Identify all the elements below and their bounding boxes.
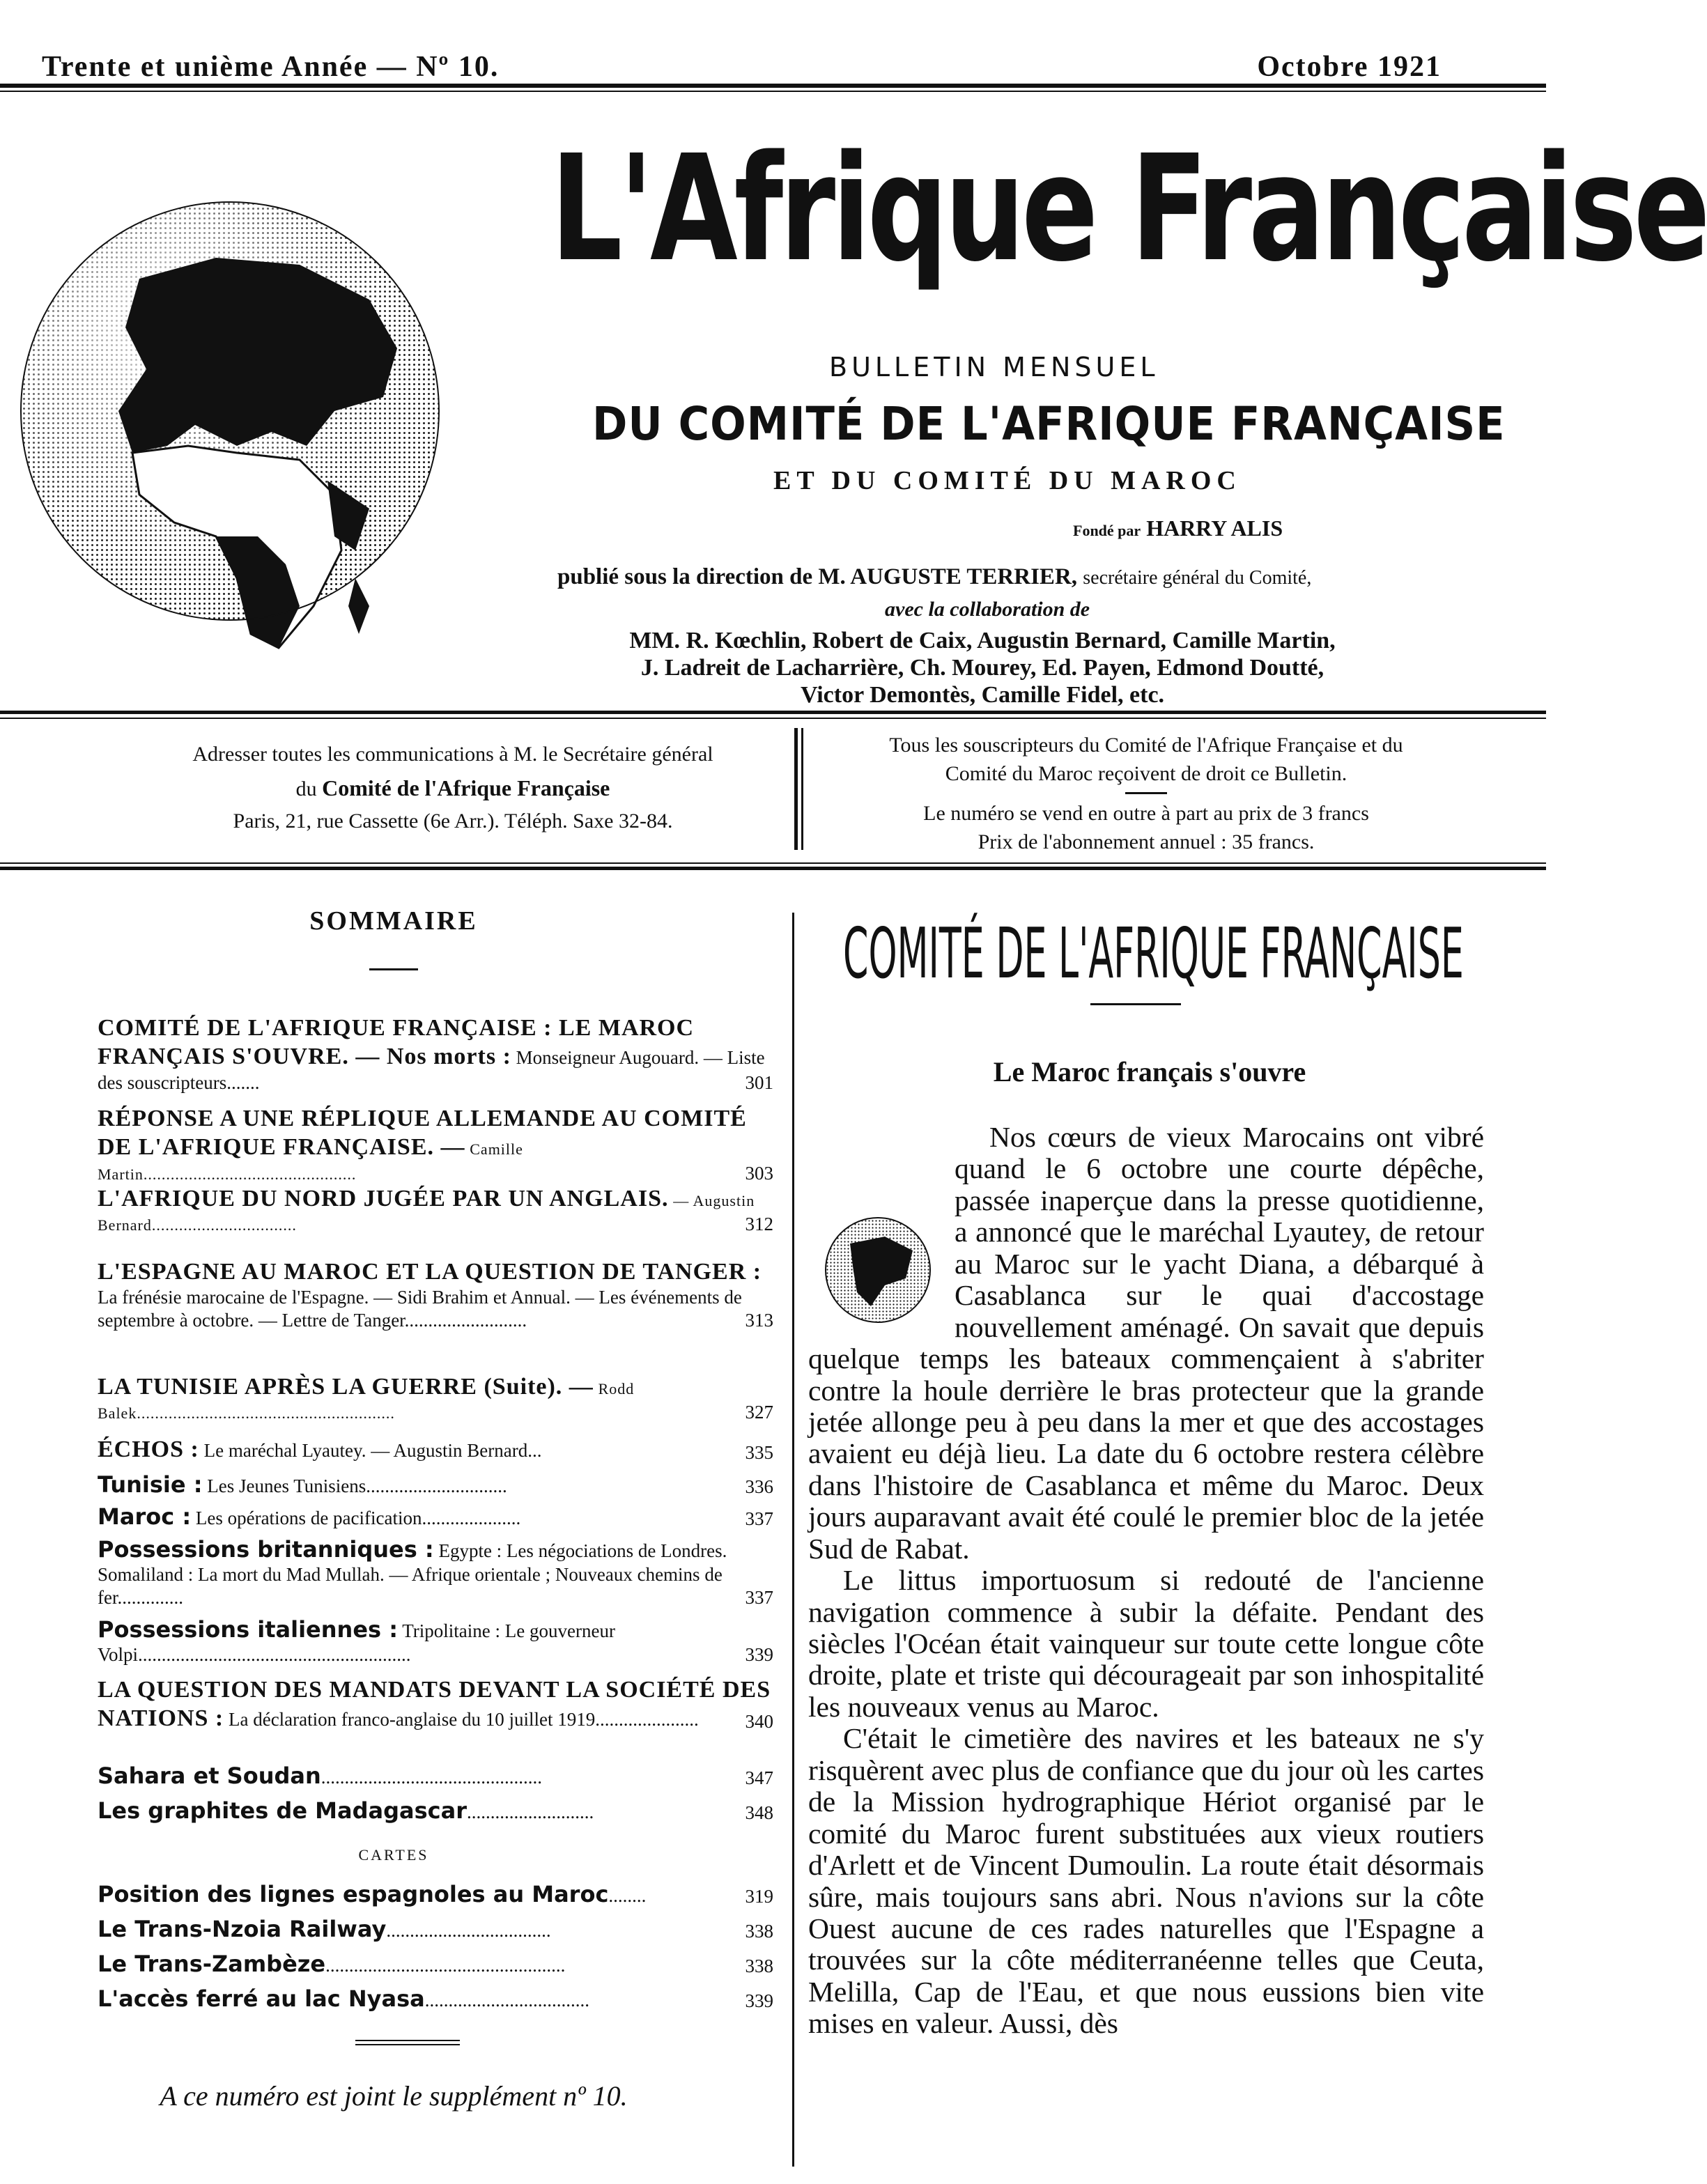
subscription-line-2: Comité du Maroc reçoivent de droit ce Bulletin. <box>945 761 1347 785</box>
map-text: ................................... <box>424 1990 589 2011</box>
subscription-divider <box>1125 792 1167 794</box>
article-body <box>808 1122 1484 2040</box>
map-head: L'accès ferré au lac Nyasa <box>98 1985 425 2012</box>
article-paragraph-1: Nos cœurs de vieux Marocains ont vibré quand le 6 octobre une courte dépêche, passée inaperçue dans la presse quotidienne, a annoncé que le maréchal Lyautey, de retour au Maroc sur le yacht Diana, a débarqué à Casablanca sur le quai d'accostage nouvellement aménagé. On savait que depuis quelque temps les bateaux commençaient à s'abriter contre la houle derrière le bras protecteur que la grande jetée allonge peu à peu dans la mer et que des accostages avaient eu déjà lieu. La date du 6 octobre restera célèbre dans l'histoire de Casablanca et même du Maroc. Deux jours auparavant avait été coulé le premier bloc de la jetée Sud de Rabat. <box>808 1121 1484 1565</box>
collaboration-label: avec la collaboration de <box>885 598 1090 621</box>
toc-page: 337 <box>745 1586 773 1608</box>
toc-text: Tripolitaine : Le gouverneur Volpi.......................................................... <box>98 1620 615 1666</box>
collaborators-line-2: J. Ladreit de Lacharrière, Ch. Mourey, Ed. Payen, Edmond Doutté, <box>640 655 1324 681</box>
direction-suffix: secrétaire général du Comité, <box>1083 567 1312 589</box>
article-paragraph-2: Le littus importuosum si redouté de l'ancienne navigation commence à subir la défaite. Pendant des siècles l'Océan était vainqueur sur toute cette longue côte droite, plate et triste qui décourageait par son inhospitalité les nouveaux venus au Maroc. <box>808 1564 1484 1723</box>
issue-date: Octobre 1921 <box>1257 51 1442 83</box>
info-rule-thick <box>0 867 1546 870</box>
top-rule-thin <box>0 91 1546 92</box>
collaborators-line-1: MM. R. Kœchlin, Robert de Caix, Augustin Bernard, Camille Martin, <box>629 628 1336 653</box>
toc-page: 313 <box>745 1310 773 1331</box>
toc-page: 301 <box>745 1071 773 1093</box>
toc-head: L'AFRIQUE DU NORD JUGÉE PAR UN ANGLAIS. <box>98 1186 669 1211</box>
collaborators-line-3: Victor Demontès, Camille Fidel, etc. <box>800 682 1165 708</box>
sommaire-rule <box>369 968 418 970</box>
top-rule <box>0 84 1546 88</box>
address-line-2 <box>118 771 787 806</box>
toc-page: 339 <box>745 1644 773 1666</box>
map-page: 338 <box>745 1921 773 1942</box>
toc-entry <box>98 1257 773 1332</box>
toc-text: La frénésie marocaine de l'Espagne. — Sidi Brahim et Annual. — Les événements de septembre à octobre. — Lettre de Tanger.......................... <box>98 1287 742 1331</box>
direction-prefix: publié sous la direction de M. <box>557 564 846 589</box>
toc-head: ÉCHOS : <box>98 1436 199 1462</box>
info-rule <box>0 862 1546 864</box>
sommaire-title: SOMMAIRE <box>309 906 478 936</box>
map-page: 339 <box>745 1990 773 2012</box>
toc-entry <box>98 1616 773 1666</box>
toc-text: Les opérations de pacification..................... <box>195 1508 521 1528</box>
toc-text: Le maréchal Lyautey. — Augustin Bernard... <box>203 1440 542 1461</box>
toc-entry <box>98 1372 773 1424</box>
collaborators-list <box>488 627 1477 708</box>
toc-text: ........................... <box>466 1802 594 1822</box>
toc-page: 336 <box>745 1476 773 1498</box>
masthead-rule <box>0 711 1546 714</box>
toc-entry <box>98 1763 773 1790</box>
director-name: AUGUSTE TERRIER, <box>850 564 1078 589</box>
founder-line <box>1073 516 1283 541</box>
toc-head: RÉPONSE A UNE RÉPLIQUE ALLEMANDE AU COMITÉ DE L'AFRIQUE FRANÇAISE. — <box>98 1106 747 1161</box>
toc-text: Monseigneur Augouard. — Liste des souscripteurs....... <box>98 1047 765 1093</box>
supplement-note: A ce numéro est joint le supplément nº 10. <box>160 2080 628 2112</box>
bulletin-label: BULLETIN MENSUEL <box>829 352 1159 382</box>
toc-entry <box>98 1536 773 1609</box>
direction-line <box>557 564 1311 590</box>
toc-entry <box>98 1104 773 1185</box>
toc-page: 327 <box>745 1402 773 1423</box>
toc-entry <box>98 1471 773 1498</box>
box-divider <box>794 728 798 850</box>
price-line-2: Prix de l'abonnement annuel : 35 francs. <box>978 830 1315 853</box>
toc-entry <box>98 1503 773 1531</box>
supplement-rule-2 <box>355 2044 460 2045</box>
supplement-rule <box>355 2040 460 2041</box>
subscription-box <box>815 731 1477 856</box>
map-text: ................................... <box>386 1920 551 1941</box>
toc-head: Les graphites de Madagascar <box>98 1797 467 1824</box>
toc-page: 335 <box>745 1441 773 1463</box>
toc-text: Les Jeunes Tunisiens.............................. <box>207 1476 507 1496</box>
committee-title: DU COMITÉ DE L'AFRIQUE FRANÇAISE <box>592 397 1506 451</box>
committee-name: Comité de l'Afrique Française <box>322 775 610 800</box>
map-entry <box>98 1916 773 1943</box>
map-entry <box>98 1881 773 1908</box>
map-head: Position des lignes espagnoles au Maroc <box>98 1881 609 1907</box>
toc-head: Possessions britanniques : <box>98 1536 434 1563</box>
map-page: 319 <box>745 1886 773 1907</box>
box-divider-thin <box>801 728 803 850</box>
toc-page: 340 <box>745 1711 773 1732</box>
price-line-1: Le numéro se vend en outre à part au prix de 3 francs <box>923 802 1369 825</box>
column-divider <box>792 913 794 2167</box>
toc-head: LA TUNISIE APRÈS LA GUERRE (Suite). — <box>98 1374 594 1400</box>
map-entry <box>98 1951 773 1978</box>
toc-entry <box>98 1184 773 1236</box>
address-box <box>118 738 787 838</box>
toc-head: Possessions italiennes : <box>98 1616 398 1643</box>
issue-number: Trente et unième Année — Nº 10. <box>42 51 500 83</box>
toc-text: Rodd Balek......................................................... <box>98 1380 635 1423</box>
toc-page: 347 <box>745 1767 773 1789</box>
section-title: COMITÉ DE L'AFRIQUE FRANÇAISE <box>843 913 1464 994</box>
globe-icon <box>7 118 453 676</box>
toc-text: Egypte : Les négociations de Londres. Somaliland : La mort du Mad Mullah. — Afrique orientale ; Nouveaux chemins de fer.............. <box>98 1540 727 1608</box>
toc-page: 303 <box>745 1162 773 1184</box>
toc-entry <box>98 1797 773 1825</box>
address-prefix: du <box>295 777 317 800</box>
toc-text: ............................................... <box>320 1767 543 1788</box>
toc-text: — Augustin Bernard................................ <box>98 1192 755 1234</box>
address-line-3: Paris, 21, rue Cassette (6e Arr.). Téléph. Saxe 32-84. <box>233 810 673 833</box>
article-title: Le Maroc français s'ouvre <box>993 1056 1306 1087</box>
subscription-line-1: Tous les souscripteurs du Comité de l'Afrique Française et du <box>889 734 1403 757</box>
toc-entry <box>98 1014 773 1094</box>
section-rule <box>1090 1003 1181 1005</box>
toc-text: Camille Martin............................................... <box>98 1140 523 1183</box>
article-paragraph-3: C'était le cimetière des navires et les bateaux ne s'y risquèrent avec plus de confiance que du jour où les cartes de la Mission hydrographique Hériot organisé par le comité du Maroc furent substituées aux vieux routiers d'Arlett et de Vincent Dumoulin. La route était désormais sûre, mais toujours sans abri. Nous n'avions sur la côte Ouest aucune de ces rades naturelles que l'Espagne a trouvées sur la côte méditerranéenne telles que Ceuta, Melilla, Cap de l'Eau, et que nous eussions bien vite mises en valeur. Aussi, dès <box>808 1722 1484 2040</box>
toc-head: Maroc : <box>98 1503 192 1530</box>
toc-head: LA QUESTION DES MANDATS DEVANT LA SOCIÉTÉ DES NATIONS : <box>98 1677 771 1732</box>
journal-title: L'Afrique Française <box>550 123 1707 294</box>
founded-prefix: Fondé par <box>1073 522 1141 539</box>
toc-head: L'ESPAGNE AU MAROC ET LA QUESTION DE TANGER : <box>98 1259 762 1285</box>
toc-page: 312 <box>745 1214 773 1235</box>
toc-head: Sahara et Soudan <box>98 1763 321 1789</box>
map-text: ........ <box>608 1885 647 1906</box>
committee-maroc: ET DU COMITÉ DU MAROC <box>773 466 1242 495</box>
toc-head: Tunisie : <box>98 1471 203 1498</box>
address-line-1: Adresser toutes les communications à M. le Secrétaire général <box>192 743 713 766</box>
small-globe-icon <box>808 1209 948 1331</box>
map-text: ................................................... <box>325 1955 566 1976</box>
toc-page: 348 <box>745 1802 773 1824</box>
map-head: Le Trans-Zambèze <box>98 1951 326 1977</box>
toc-page: 337 <box>745 1508 773 1530</box>
toc-head: COMITÉ DE L'AFRIQUE FRANÇAISE : LE MAROC FRANÇAIS S'OUVRE. — Nos morts : <box>98 1015 695 1070</box>
founder-name: HARRY ALIS <box>1146 516 1283 541</box>
cartes-label: CARTES <box>358 1846 429 1864</box>
map-page: 338 <box>745 1955 773 1977</box>
toc-entry <box>98 1435 773 1464</box>
toc-text: La déclaration franco-anglaise du 10 juillet 1919...................... <box>228 1709 699 1730</box>
masthead-rule-thin <box>0 718 1546 719</box>
map-entry <box>98 1985 773 2013</box>
map-head: Le Trans-Nzoia Railway <box>98 1916 387 1942</box>
toc-entry <box>98 1675 773 1733</box>
